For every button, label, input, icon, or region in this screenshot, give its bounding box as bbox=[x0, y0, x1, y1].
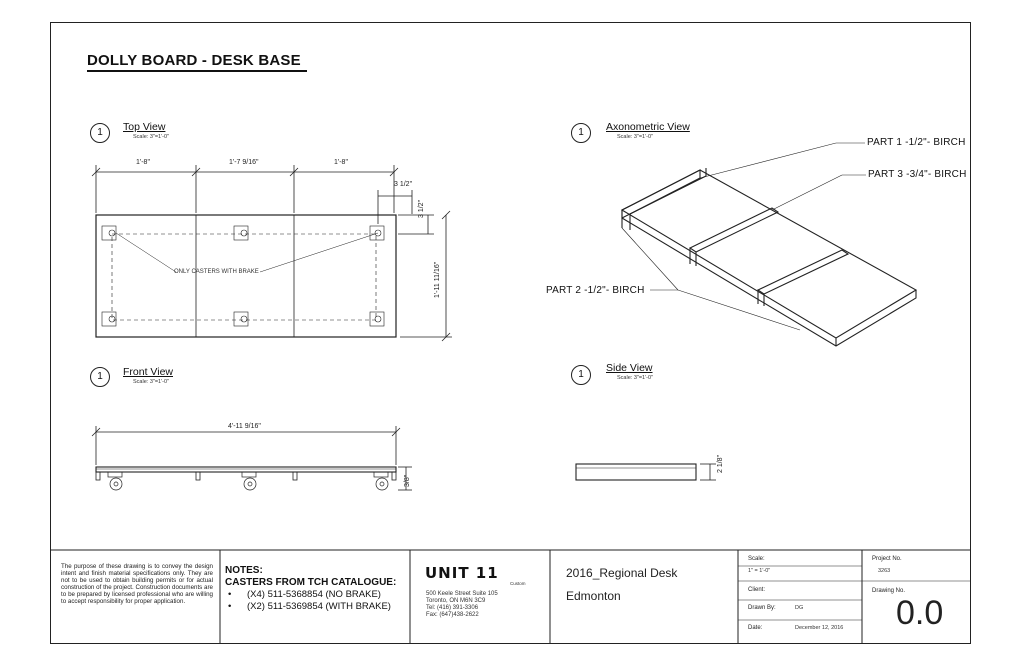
project-no-value: 3263 bbox=[878, 568, 891, 574]
drawn-by-value: DG bbox=[795, 605, 804, 611]
axo-view-label: Axonometric View bbox=[606, 121, 690, 133]
client-label: Client: bbox=[748, 587, 766, 593]
notes-block bbox=[225, 565, 410, 613]
scale-label: Scale: bbox=[748, 556, 765, 562]
drawn-by-label: Drawn By: bbox=[748, 605, 776, 611]
dim-top-c: 1'-8" bbox=[334, 159, 348, 166]
axo-view-scale: Scale: 3"=1'-0" bbox=[617, 134, 653, 140]
front-view-number: 1 bbox=[90, 367, 110, 387]
side-view-scale: Scale: 3"=1'-0" bbox=[617, 375, 653, 381]
axo-view-number: 1 bbox=[571, 123, 591, 143]
notes-item bbox=[225, 601, 410, 613]
dim-side-height: 2 1/8" bbox=[717, 454, 724, 473]
side-view-number: 1 bbox=[571, 365, 591, 385]
company-address bbox=[426, 591, 498, 619]
address-line: 500 Keele Street Suite 105 bbox=[426, 591, 498, 597]
project-name: 2016_Regional Desk bbox=[566, 566, 678, 580]
part-1-label: PART 1 -1/2"- BIRCH bbox=[867, 137, 966, 148]
notes-subheading: CASTERS FROM TCH CATALOGUE: bbox=[225, 577, 397, 588]
bullet-icon: • bbox=[228, 601, 232, 612]
front-view-label: Front View bbox=[123, 366, 173, 378]
dim-top-right-h: 3 1/2" bbox=[394, 181, 413, 188]
dim-top-right-v: 3 1/2" bbox=[418, 199, 425, 218]
casters-note: ONLY CASTERS WITH BRAKE bbox=[174, 269, 259, 275]
drawing-number: 0.0 bbox=[896, 594, 944, 632]
top-view-scale: Scale: 3"=1'-0" bbox=[133, 134, 169, 140]
notes-heading: NOTES: bbox=[225, 565, 263, 576]
dim-front-height: 3/8" bbox=[404, 474, 411, 487]
dim-top-height: 1'-11 11/16" bbox=[434, 261, 441, 298]
notes-item-text: (X2) 511-5369854 (WITH BRAKE) bbox=[247, 601, 391, 612]
address-line: Tel: (416) 391-3306 bbox=[426, 605, 479, 611]
project-location: Edmonton bbox=[566, 589, 621, 603]
address-line: Fax: (647)438-2622 bbox=[426, 612, 479, 618]
part-3-label: PART 3 -3/4"- BIRCH bbox=[868, 169, 967, 180]
bullet-icon: • bbox=[228, 589, 232, 600]
dim-top-a: 1'-8" bbox=[136, 159, 150, 166]
drawing-no-label: Drawing No. bbox=[872, 588, 906, 594]
side-view-label: Side View bbox=[606, 362, 653, 374]
top-view-label: Top View bbox=[123, 121, 166, 133]
dim-top-b: 1'-7 9/16" bbox=[229, 159, 259, 166]
disclaimer-text: The purpose of these drawing is to convey the design intent and finish material specifications only. They are not to be used to obtain building permits or for actual construction of the project. Construction documents are to be prepared by licensed professional who are willing to accept responsibility for proper application. bbox=[61, 563, 213, 605]
address-line: Toronto, ON M6N 3C9 bbox=[426, 598, 486, 604]
date-value: December 12, 2016 bbox=[795, 625, 844, 631]
notes-item bbox=[225, 589, 410, 601]
company-logo-sub: Custom bbox=[510, 581, 526, 586]
date-label: Date: bbox=[748, 625, 763, 631]
part-2-label: PART 2 -1/2"- BIRCH bbox=[546, 285, 645, 296]
drawing-title: DOLLY BOARD - DESK BASE bbox=[87, 52, 301, 69]
company-logo: UNIT 11 bbox=[425, 564, 499, 582]
front-view-scale: Scale: 3"=1'-0" bbox=[133, 379, 169, 385]
dim-front-length: 4'-11 9/16" bbox=[228, 423, 261, 430]
notes-item-text: (X4) 511-5368854 (NO BRAKE) bbox=[247, 589, 381, 600]
project-no-label: Project No. bbox=[872, 556, 902, 562]
top-view-number: 1 bbox=[90, 123, 110, 143]
scale-value: 1" = 1'-0" bbox=[748, 568, 771, 574]
